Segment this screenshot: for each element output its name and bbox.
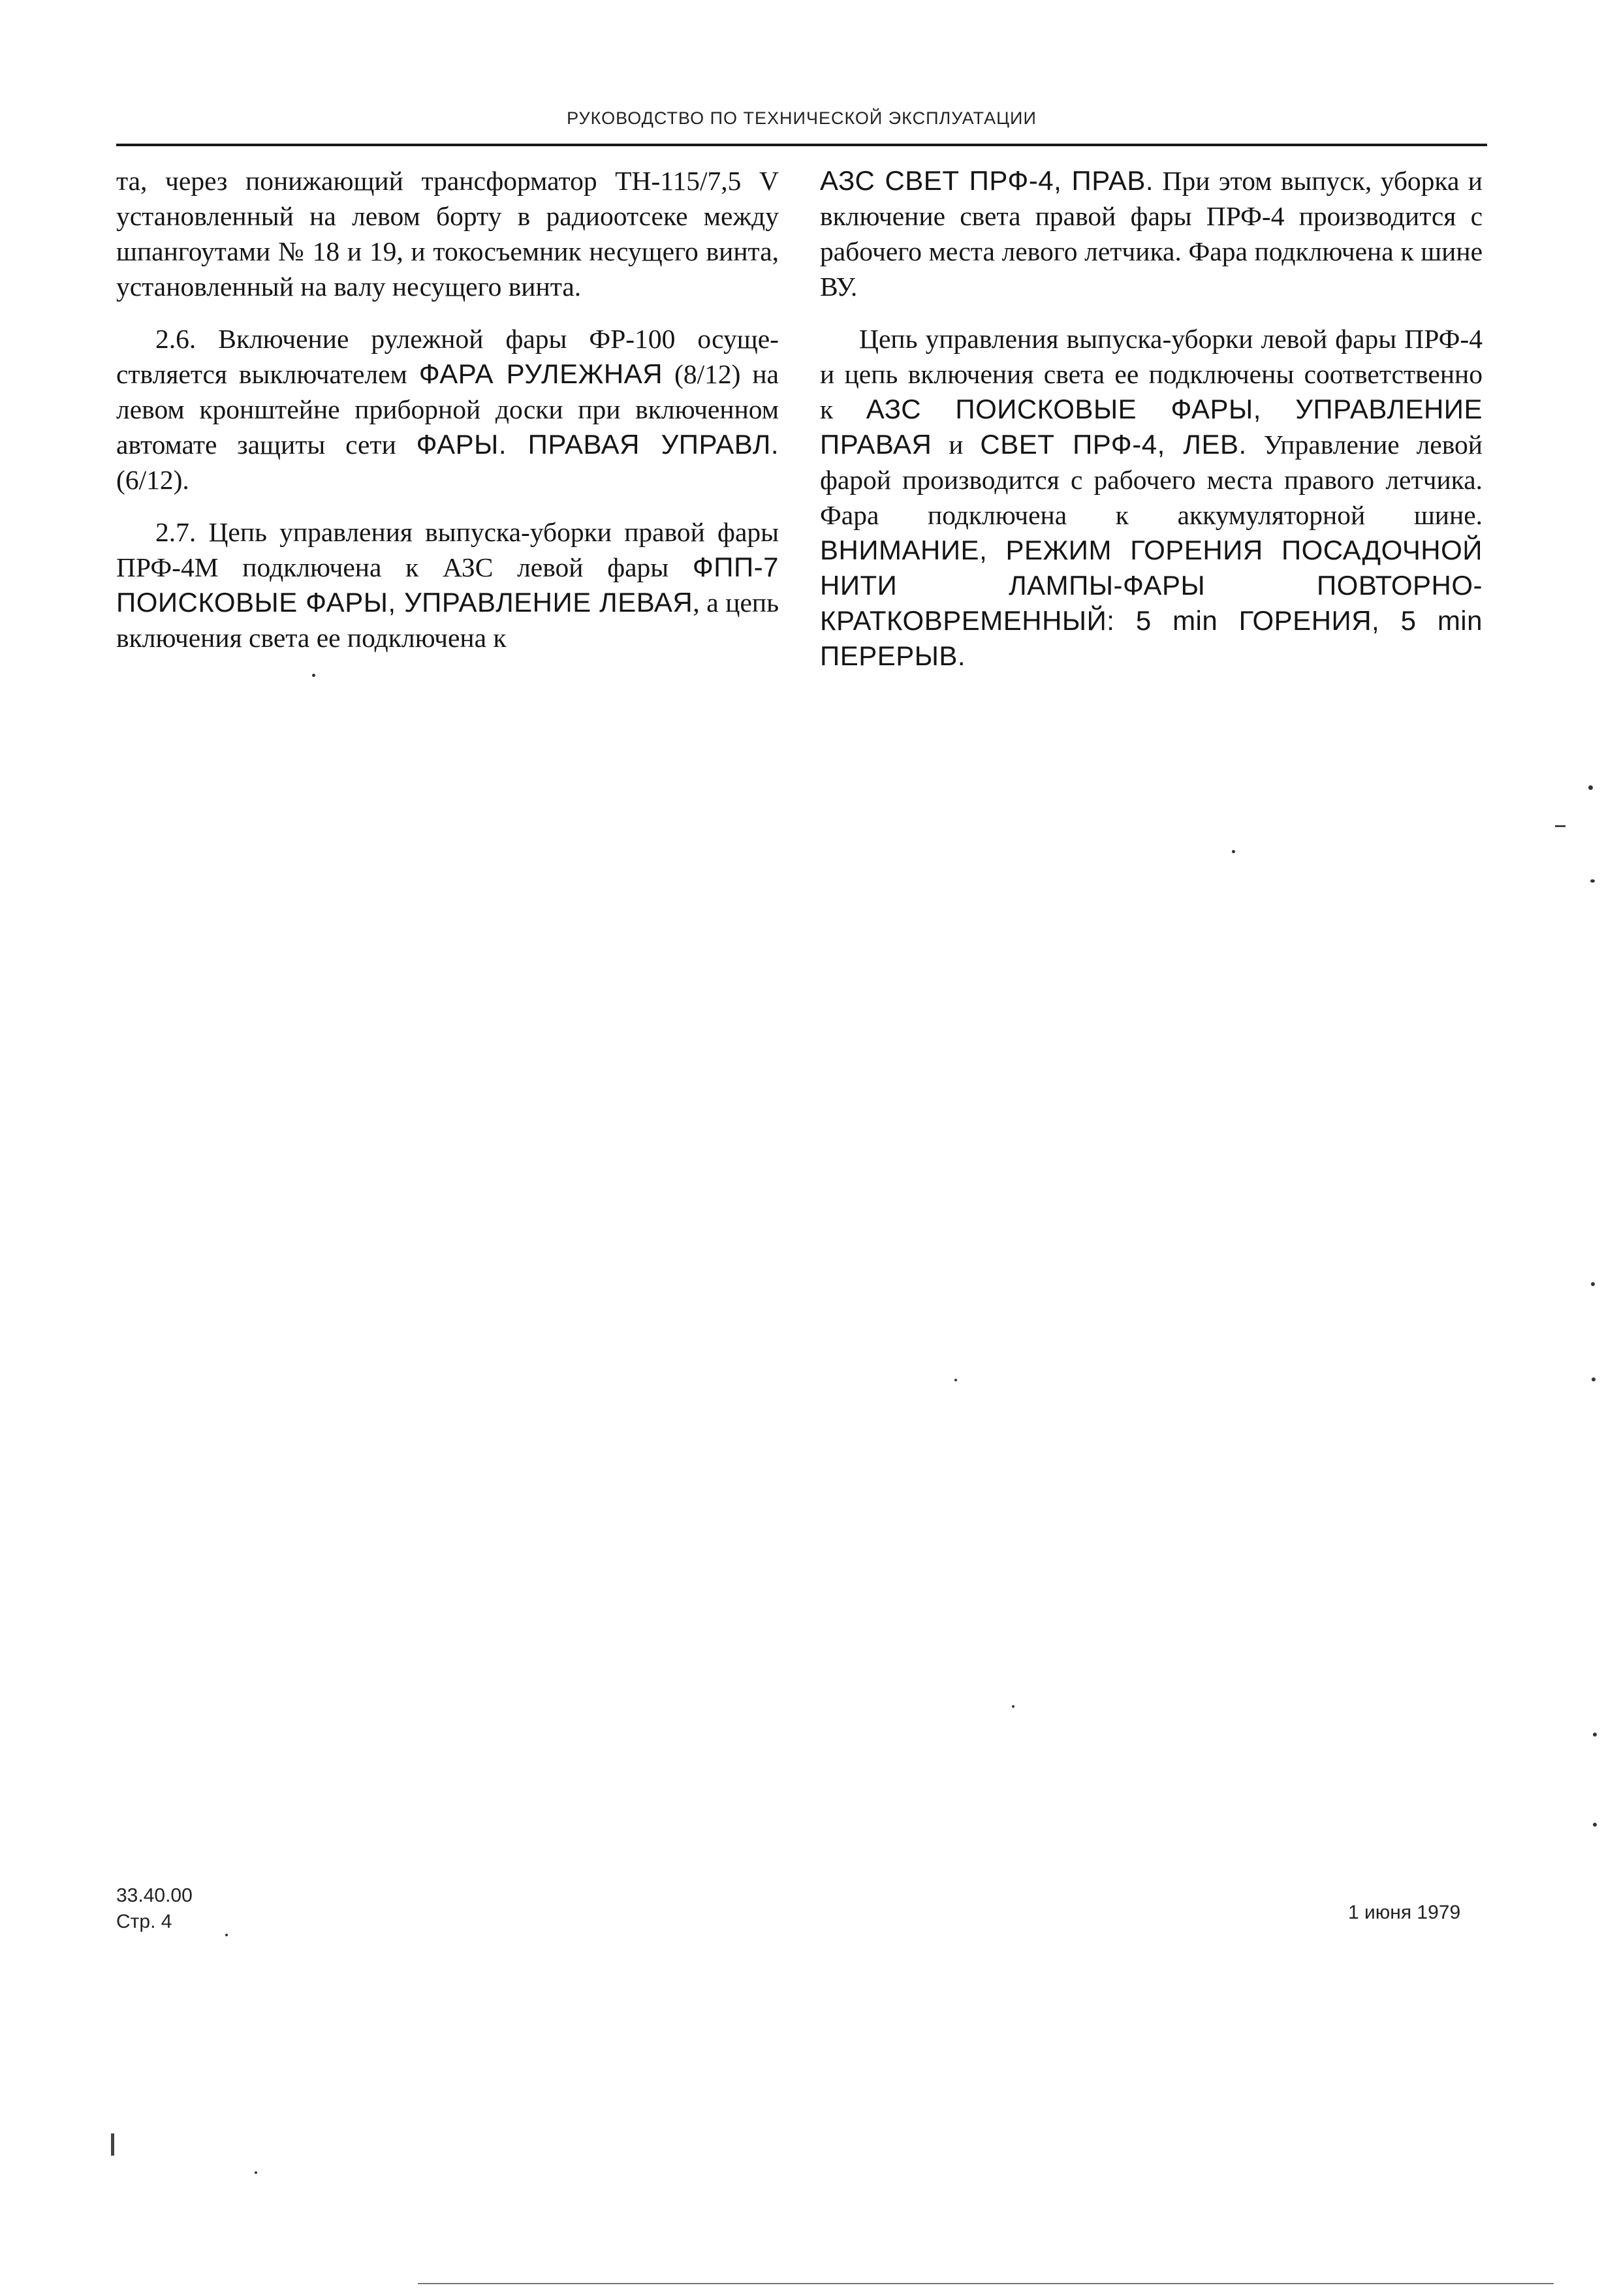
paragraph-2-7 (116, 514, 779, 655)
running-header: РУКОВОДСТВО ПО ТЕХНИЧЕСКОЙ ЭКСПЛУАТАЦИИ (567, 108, 1037, 128)
breaker-label-search-lights-right: АЗС ПОИСКОВЫЕ ФАРЫ, УПРАВЛЕНИЕ ПРАВАЯ (820, 394, 1483, 460)
scan-speck (1588, 785, 1593, 790)
scan-speck (1012, 1705, 1014, 1708)
paragraph-continuation: та, через понижающий трансформатор ТН-115/7,5 V установленный на левом борту в радиоотсеке между шпангоутами № 18 и 19, и токосъемник несущего винта, установленный на валу несущего винта. (116, 166, 779, 302)
breaker-label-light-prf4-right: АЗС СВЕТ ПРФ-4, ПРАВ. (820, 165, 1154, 196)
paragraph-text: Цепь управления выпуска-уборки левой фары ПРФ-4 и цепь включения света ее подключены соответственно к (820, 324, 1483, 424)
footer-left (116, 1883, 193, 1935)
paragraph-text: При этом выпуск, уборка и включение света правой фары ПРФ-4 производится с рабочего места левого летчика. Фара подключена к шине ВУ. (820, 166, 1483, 302)
paragraph-2-6 (116, 321, 779, 497)
switch-label-taxi-light: ФАРА РУЛЕЖНАЯ (418, 358, 663, 389)
paragraph-2-6-text: 2.6. Включение рулежной фары ФР-100 осуществляется выключателем (116, 324, 779, 389)
scan-speck (225, 1934, 228, 1936)
scan-speck (312, 674, 315, 677)
warning-notice: ВНИМАНИЕ, РЕЖИМ ГОРЕНИЯ ПОСАДОЧНОЙ НИТИ ЛАМПЫ-ФАРЫ ПОВТОРНО-КРАТКОВРЕМЕННЫЙ: 5 min ГОРЕНИЯ, 5 min ПЕРЕРЫВ. (820, 535, 1483, 671)
right-column (820, 163, 1483, 674)
breaker-label-lights: ФАРЫ. ПРАВАЯ УПРАВЛ. (416, 429, 779, 460)
paragraph-2-6-text: (6/12). (116, 465, 189, 495)
revision-date: 1 июня 1979 (1348, 1902, 1461, 1923)
scan-speck (1593, 1823, 1597, 1827)
header-rule (116, 144, 1487, 146)
paragraph-2-7-text: , а цепь включения света ее подключена к (116, 588, 779, 653)
left-column (116, 163, 779, 655)
paragraph-2-7-text: 2.7. Цепь управления выпуска-уборки правой фары ПРФ-4М подключена к АЗС левой фары (116, 517, 779, 582)
scan-speck (1591, 1282, 1595, 1286)
scan-mark (418, 2283, 1554, 2284)
scan-mark (111, 2133, 114, 2156)
paragraph-2-7-continued (820, 163, 1483, 304)
breaker-label-light-prf4-left: СВЕТ ПРФ-4, ЛЕВ. (980, 429, 1247, 460)
paragraph-2-6-text: (8/12) на левом кронштейне приборной доски при включенном автомате защиты сети (116, 359, 779, 460)
paragraph-text: и (932, 430, 981, 460)
document-code: 33.40.00 (116, 1885, 193, 1906)
breaker-label-search-lights-left: ФПП-7 ПОИСКОВЫЕ ФАРЫ, УПРАВЛЕНИЕ ЛЕВАЯ (116, 552, 779, 618)
scan-speck (1232, 850, 1235, 853)
page-number: Стр. 4 (116, 1911, 172, 1932)
scan-speck (1590, 879, 1595, 883)
scan-speck (1593, 1733, 1597, 1737)
scan-speck (255, 2171, 257, 2174)
paragraph-left-light-circuit (820, 321, 1483, 674)
paragraph-text: Управление левой фарой производится с рабочего места правого летчика. Фара подключена к аккумуляторной шине. (820, 430, 1483, 530)
scan-mark (1555, 825, 1565, 827)
scan-speck (1592, 1377, 1595, 1381)
scan-speck (954, 1379, 957, 1381)
